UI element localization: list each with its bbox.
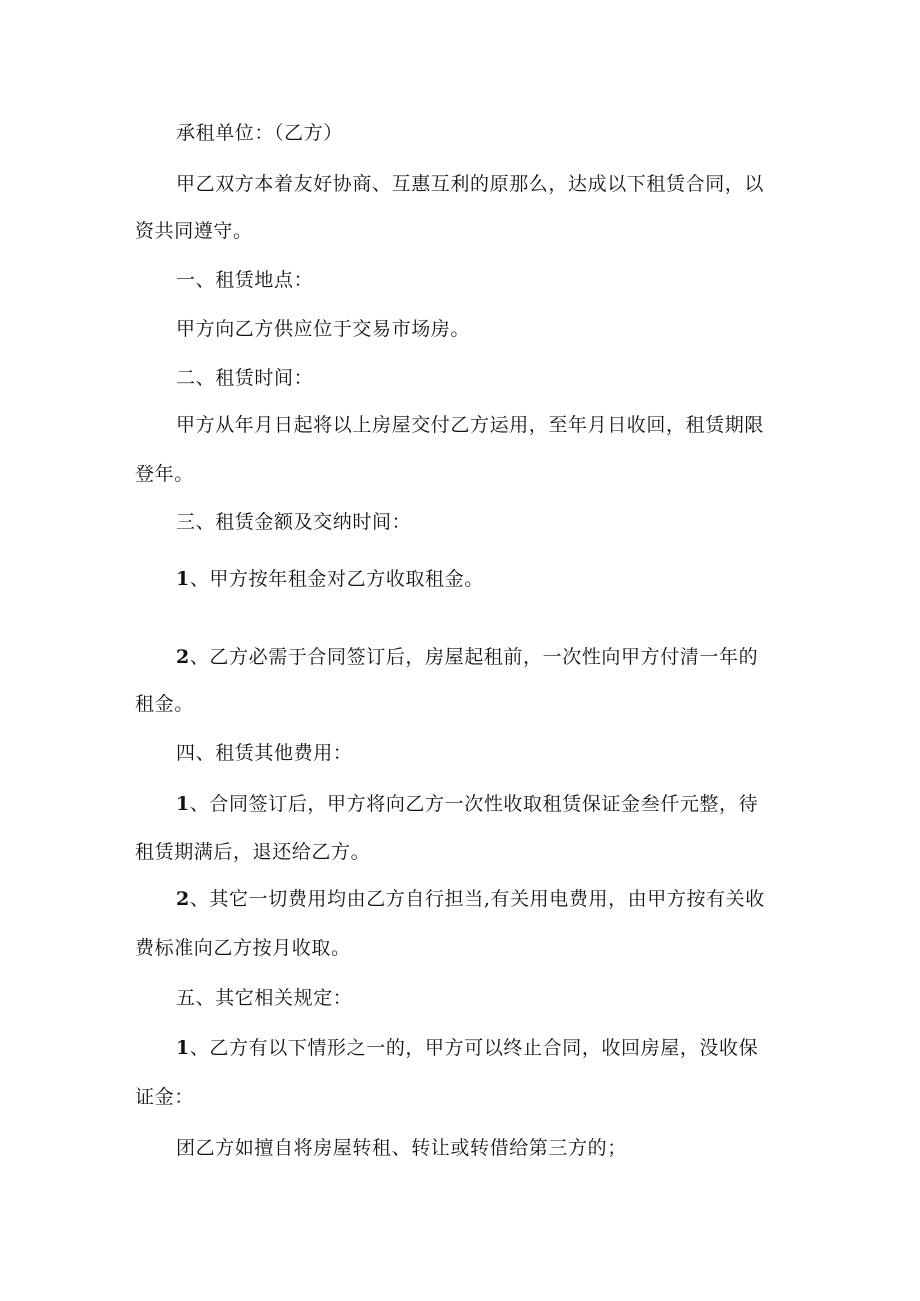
- item-number: 2: [176, 888, 190, 910]
- section-1-text: 甲方向乙方供应位于交易市场房。: [176, 318, 471, 340]
- item-text: 、甲方按年租金对乙方收取租金。: [189, 568, 484, 590]
- section-4-item-2: [176, 887, 765, 911]
- section-4-item-1-line-2: 租赁期满后，退还给乙方。: [135, 841, 371, 863]
- section-1-heading: 一、租赁地点：: [176, 269, 314, 291]
- section-3-heading: 三、租赁金额及交纳时间：: [176, 511, 412, 533]
- intro-line-1: 甲乙双方本着友好协商、互惠互利的原那么，达成以下租赁合同，以: [176, 173, 765, 195]
- section-2-line-2: 登年。: [135, 463, 194, 485]
- intro-line-2: 资共同遵守。: [135, 220, 253, 242]
- item-number: 1: [176, 568, 190, 590]
- item-text: 、乙方必需于合同签订后，房屋起租前，一次性向甲方付清一年的: [189, 646, 759, 668]
- section-2-heading: 二、租赁时间：: [176, 367, 314, 389]
- item-text: 、合同签订后，甲方将向乙方一次性收取租赁保证金叁仟元整，待: [189, 793, 759, 815]
- item-number: 1: [176, 1037, 190, 1059]
- section-2-line-1: 甲方从年月日起将以上房屋交付乙方运用，至年月日收回，租赁期限: [176, 414, 765, 436]
- item-text: 、其它一切费用均由乙方自行担当,有关用电费用，由甲方按有关收: [189, 888, 765, 910]
- section-5-heading: 五、其它相关规定：: [176, 987, 353, 1009]
- item-number: 2: [176, 646, 190, 668]
- item-number: 1: [176, 793, 190, 815]
- lessee-line: 承租单位：（乙方）: [176, 122, 343, 144]
- section-4-item-2-line-2: 费标准向乙方按月收取。: [135, 937, 351, 959]
- item-text: 、乙方有以下情形之一的，甲方可以终止合同，收回房屋，没收保: [189, 1037, 759, 1059]
- section-5-clause-1: 团乙方如擅自将房屋转租、转让或转借给第三方的；: [176, 1137, 627, 1159]
- section-4-item-1: [176, 792, 758, 816]
- section-5-item-1: [176, 1036, 758, 1060]
- section-3-item-1: [176, 567, 484, 591]
- section-3-item-2-line-2: 租金。: [135, 693, 194, 715]
- section-4-heading: 四、租赁其他费用：: [176, 742, 353, 764]
- section-5-item-1-line-2: 证金：: [135, 1086, 194, 1108]
- section-3-item-2: [176, 645, 758, 669]
